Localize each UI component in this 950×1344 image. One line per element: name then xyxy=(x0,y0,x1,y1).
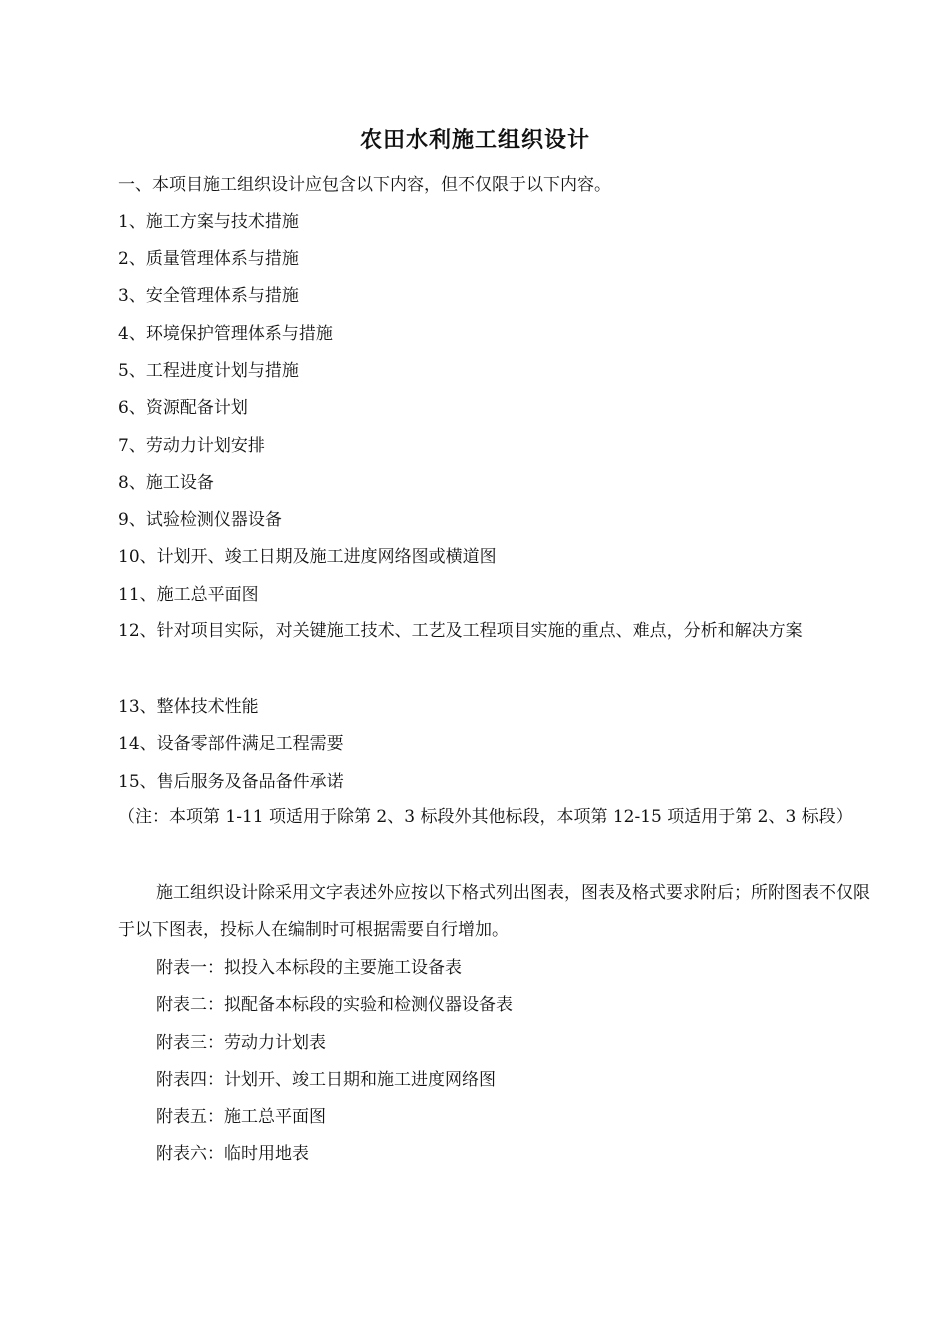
attachment-item: 附表五：施工总平面图 xyxy=(156,1107,326,1127)
list-item: 14、设备零部件满足工程需要 xyxy=(118,734,344,754)
list-item: 10、计划开、竣工日期及施工进度网络图或横道图 xyxy=(118,547,497,567)
attachment-item: 附表六：临时用地表 xyxy=(156,1144,309,1164)
list-item: 3、安全管理体系与措施 xyxy=(118,286,299,306)
list-item: 11、施工总平面图 xyxy=(118,585,259,605)
list-item: 9、试验检测仪器设备 xyxy=(118,510,282,530)
list-item: 7、劳动力计划安排 xyxy=(118,436,265,456)
list-item-wrapped: 12、针对项目实际，对关键施工技术、工艺及工程项目实施的重点、难点，分析和解决方案 xyxy=(118,621,803,641)
intro-line: 一、本项目施工组织设计应包含以下内容，但不仅限于以下内容。 xyxy=(118,175,611,195)
attachment-item: 附表二：拟配备本标段的实验和检测仪器设备表 xyxy=(156,995,513,1015)
list-item: 13、整体技术性能 xyxy=(118,697,259,717)
list-item: 2、质量管理体系与措施 xyxy=(118,249,299,269)
list-item: 15、售后服务及备品备件承诺 xyxy=(118,772,344,792)
attachment-item: 附表一：拟投入本标段的主要施工设备表 xyxy=(156,958,462,978)
attachment-item: 附表三：劳动力计划表 xyxy=(156,1033,326,1053)
list-item: 6、资源配备计划 xyxy=(118,398,248,418)
document-title: 农田水利施工组织设计 xyxy=(359,127,590,153)
list-item: 1、施工方案与技术措施 xyxy=(118,212,299,232)
attachment-item: 附表四：计划开、竣工日期和施工进度网络图 xyxy=(156,1070,496,1090)
list-item: 4、环境保护管理体系与措施 xyxy=(118,324,333,344)
list-item: 5、工程进度计划与措施 xyxy=(118,361,299,381)
note-text: （注：本项第 1-11 项适用于除第 2、3 标段外其他标段，本项第 12-15 项适用于第 2、3 标段） xyxy=(118,807,853,827)
body-paragraph: 施工组织设计除采用文字表述外应按以下格式列出图表，图表及格式要求附后；所附图表不仅限于以下图表，投标人在编制时可根据需要自行增加。 xyxy=(118,883,870,940)
list-item: 8、施工设备 xyxy=(118,473,214,493)
